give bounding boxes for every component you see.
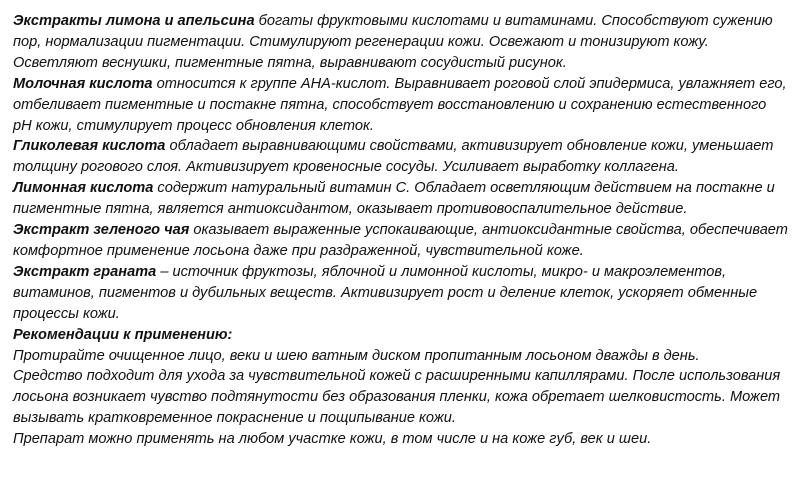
term-glycolic-acid: Гликолевая кислота — [13, 138, 166, 155]
section-citric-acid — [13, 178, 788, 220]
description-citric-acid: содержит натуральный витамин С. Обладает осветляющим действием на постакне и пигментные пятна, является антиоксидантом, оказывает противовоспалительное действие. — [13, 180, 775, 218]
term-pomegranate-extract: Экстракт граната — [13, 263, 157, 280]
section-lactic-acid — [13, 74, 788, 137]
recommendations-heading: Рекомендации к применению: — [13, 326, 233, 343]
description-pomegranate-extract: – источник фруктозы, яблочной и лимонной кислоты, микро- и макроэлементов, витаминов, пигментов и дубильных веществ. Активизирует рост и деление клеток, ускоряет обменные процессы кожи. — [13, 263, 758, 322]
term-citrus-extracts: Экстракты лимона и апельсина — [13, 13, 255, 29]
description-citrus-extracts: богаты фруктовыми кислотами и витаминами. Способствуют сужению пор, нормализации пигментации. Стимулируют регенерации кожи. Освежают и тонизируют кожу. Осветляют веснушки, пигментные пятна, выравнивают сосудистый рисунок. — [13, 13, 773, 71]
recommendation-paragraph: Средство подходит для ухода за чувствительной кожей с расширенными капиллярами. После использования лосьона возникает чувство подтянутости без образования пленки, кожа обретает шелковистость. Может вызывать кратковременное покраснение и пощипывание кожи. — [13, 368, 781, 427]
section-citrus-extracts — [13, 11, 788, 74]
term-green-tea-extract: Экстракт зеленого чая — [13, 222, 190, 239]
description-glycolic-acid: обладает выравнивающими свойствами, активизирует обновление кожи, уменьшает толщину рогового слоя. Активизирует кровеносные сосуды. Усиливает выработку коллагена. — [13, 138, 774, 176]
section-green-tea-extract — [13, 220, 788, 262]
section-glycolic-acid — [13, 136, 788, 178]
description-green-tea-extract: оказывает выраженные успокаивающие, антиоксидантные свойства, обеспечивает комфортное применение лосьона даже при раздраженной, чувствительной коже. — [13, 222, 788, 259]
term-citric-acid: Лимонная кислота — [13, 180, 154, 197]
recommendation-paragraph: Препарат можно применять на любом участке кожи, в том числе и на коже губ, век и шеи. — [13, 431, 652, 448]
recommendation-paragraph: Протирайте очищенное лицо, веки и шею ватным диском пропитанным лосьоном дважды в день. — [13, 347, 700, 364]
section-pomegranate-extract — [13, 262, 788, 325]
term-lactic-acid: Молочная кислота — [13, 75, 153, 92]
description-lactic-acid: относится к группе АНА-кислот. Выравнивает роговой слой эпидермиса, увлажняет его, отбеливает пигментные и постакне пятна, способствует восстановлению и сохранению естественного pH кожи, стимулирует процесс обновления клеток. — [13, 75, 787, 134]
